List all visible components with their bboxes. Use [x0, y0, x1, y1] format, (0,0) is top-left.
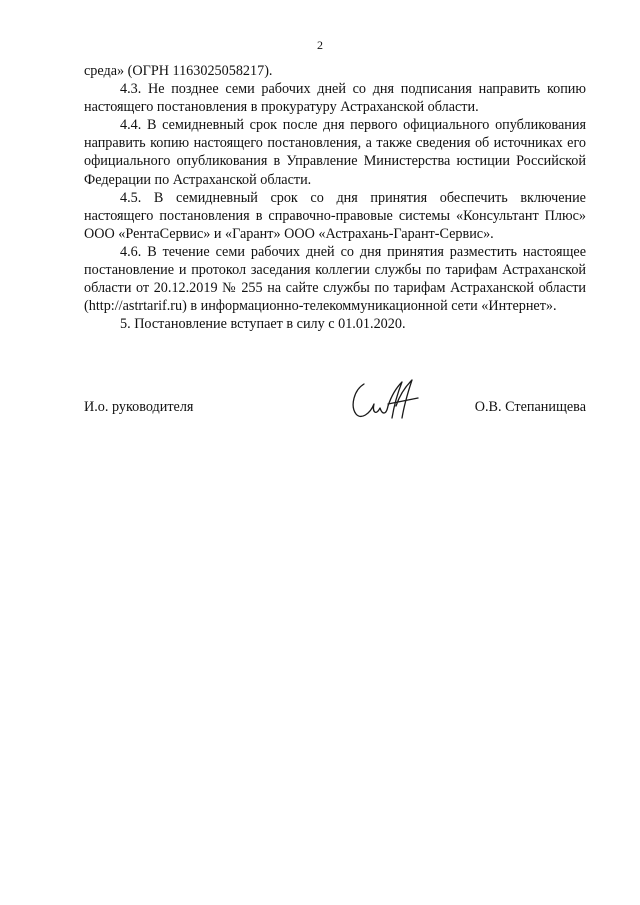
signer-name: О.В. Степанищева — [474, 399, 586, 415]
document-body — [84, 62, 586, 333]
paragraph-4-3: 4.3. Не позднее семи рабочих дней со дня подписания направить копию настоящего постановления в прокуратуру Астраханской области. — [84, 81, 586, 116]
signer-title: И.о. руководителя — [84, 399, 194, 415]
handwritten-signature-icon — [348, 376, 424, 424]
paragraph-4-4: 4.4. В семидневный срок после дня первого официального опубликования направить копию настоящего постановления, а также сведения об источниках его официального опубликования в Управление Министерства юстиции Российской Федерации по Астраханской области. — [84, 117, 586, 188]
paragraph-5: 5. Постановление вступает в силу с 01.01.2020. — [120, 316, 406, 333]
paragraph-4-5: 4.5. В семидневный срок со дня принятия обеспечить включение настоящего постановления в справочно-правовые системы «Консультант Плюс» ООО «РентаСервис» и «Гарант» ООО «Астрахань-Гарант-Сервис». — [84, 189, 586, 242]
paragraph-continuation: среда» (ОГРН 1163025058217). — [84, 63, 273, 79]
signature-block — [84, 378, 586, 428]
page-number: 2 — [317, 38, 323, 52]
paragraph-4-6: 4.6. В течение семи рабочих дней со дня принятия разместить настоящее постановление и протокол заседания коллегии службы по тарифам Астраханской области от 20.12.2019 № 255 на сайте службы по тарифам Астраханской области (http://astrtarif.ru) в информационно-телекоммуникационной сети «Интернет». — [84, 243, 586, 315]
